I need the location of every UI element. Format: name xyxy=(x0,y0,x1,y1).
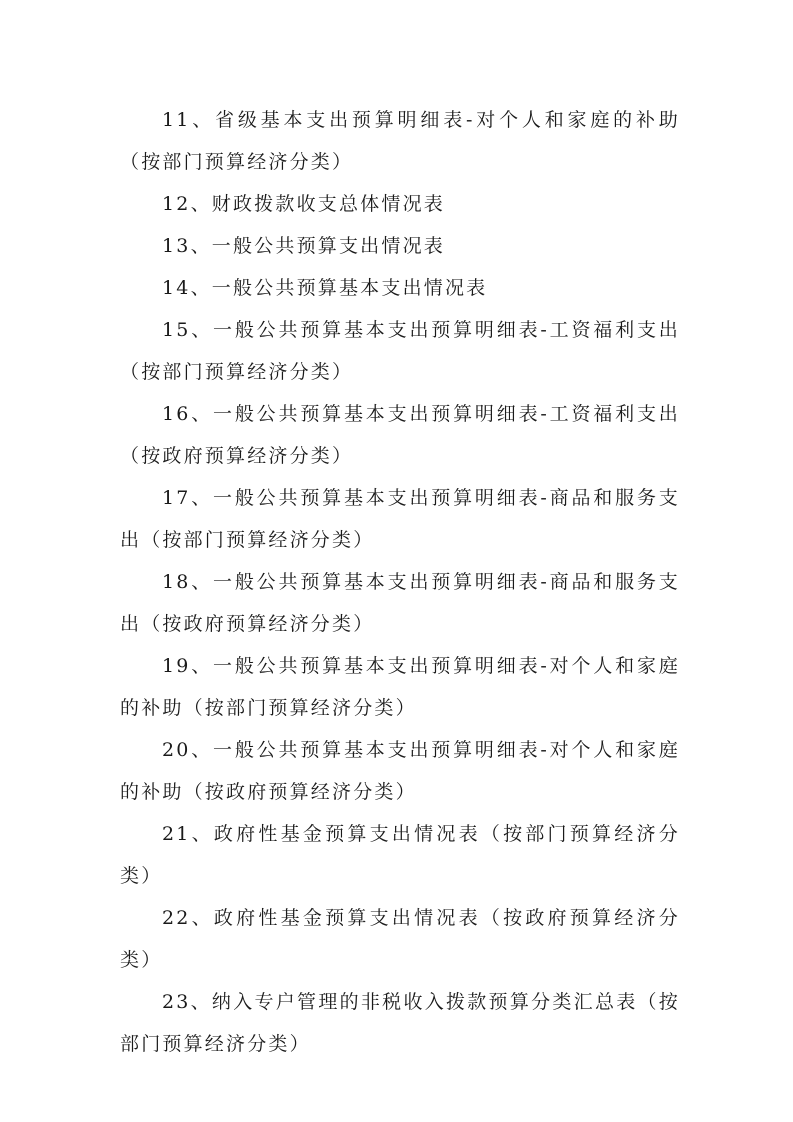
list-item: 19、一般公共预算基本支出预算明细表-对个人和家庭的补助（按部门预算经济分类） xyxy=(120,655,680,719)
list-item: 14、一般公共预算基本支出情况表 xyxy=(162,277,488,299)
list-item: 12、财政拨款收支总体情况表 xyxy=(162,193,445,215)
list-item: 17、一般公共预算基本支出预算明细表-商品和服务支出（按部门预算经济分类） xyxy=(120,487,680,551)
list-item: 20、一般公共预算基本支出预算明细表-对个人和家庭的补助（按政府预算经济分类） xyxy=(120,739,680,803)
list-item: 16、一般公共预算基本支出预算明细表-工资福利支出（按政府预算经济分类） xyxy=(120,403,680,467)
list-item: 18、一般公共预算基本支出预算明细表-商品和服务支出（按政府预算经济分类） xyxy=(120,571,680,635)
list-item: 15、一般公共预算基本支出预算明细表-工资福利支出（按部门预算经济分类） xyxy=(120,319,680,383)
list-item: 23、纳入专户管理的非税收入拨款预算分类汇总表（按部门预算经济分类） xyxy=(120,991,680,1055)
list-item: 21、政府性基金预算支出情况表（按部门预算经济分类） xyxy=(120,823,680,887)
list-item: 11、省级基本支出预算明细表-对个人和家庭的补助（按部门预算经济分类） xyxy=(120,109,680,173)
document-body xyxy=(120,99,680,1065)
list-item: 13、一般公共预算支出情况表 xyxy=(162,235,445,257)
list-item: 22、政府性基金预算支出情况表（按政府预算经济分类） xyxy=(120,907,680,971)
